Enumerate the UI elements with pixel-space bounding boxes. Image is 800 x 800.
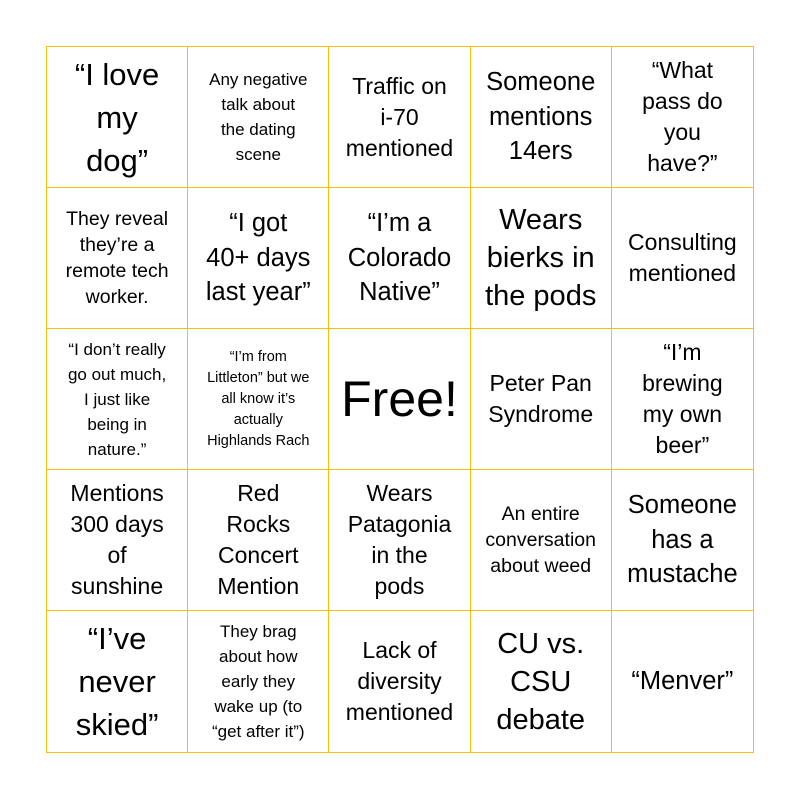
bingo-cell-r5c2[interactable]: They brag about how early they wake up (to “get after it”) <box>188 611 329 752</box>
bingo-cell-r1c2[interactable]: Any negative talk about the dating scene <box>188 47 329 188</box>
bingo-cell-r1c5[interactable]: “What pass do you have?” <box>612 47 753 188</box>
bingo-cell-r2c4[interactable]: Wears bierks in the pods <box>471 188 612 329</box>
bingo-cell-r1c3[interactable]: Traffic on i-70 mentioned <box>329 47 470 188</box>
bingo-cell-r1c1[interactable]: “I love my dog” <box>47 47 188 188</box>
bingo-cell-r4c4[interactable]: An entire conversation about weed <box>471 470 612 611</box>
bingo-board <box>46 46 754 753</box>
bingo-cell-r3c4[interactable]: Peter Pan Syndrome <box>471 329 612 470</box>
bingo-cell-r1c4[interactable]: Someone mentions 14ers <box>471 47 612 188</box>
bingo-cell-r4c5[interactable]: Someone has a mustache <box>612 470 753 611</box>
bingo-cell-r2c1[interactable]: They reveal they’re a remote tech worker. <box>47 188 188 329</box>
bingo-cell-r4c1[interactable]: Mentions 300 days of sunshine <box>47 470 188 611</box>
bingo-cell-r3c1[interactable]: “I don’t really go out much, I just like being in nature.” <box>47 329 188 470</box>
bingo-cell-r2c5[interactable]: Consulting mentioned <box>612 188 753 329</box>
bingo-cell-r3c5[interactable]: “I’m brewing my own beer” <box>612 329 753 470</box>
bingo-cell-r5c4[interactable]: CU vs. CSU debate <box>471 611 612 752</box>
bingo-cell-r3c2[interactable]: “I’m from Littleton” but we all know it’s actually Highlands Rach <box>188 329 329 470</box>
bingo-cell-r2c3[interactable]: “I’m a Colorado Native” <box>329 188 470 329</box>
bingo-cell-r2c2[interactable]: “I got 40+ days last year” <box>188 188 329 329</box>
bingo-cell-r5c5[interactable]: “Menver” <box>631 667 734 696</box>
bingo-cell-r4c2[interactable]: Red Rocks Concert Mention <box>188 470 329 611</box>
free-space-cell[interactable]: Free! <box>329 329 470 470</box>
bingo-cell-r5c3[interactable]: Lack of diversity mentioned <box>329 611 470 752</box>
bingo-cell-r4c3[interactable]: Wears Patagonia in the pods <box>329 470 470 611</box>
bingo-cell-r5c1[interactable]: “I’ve never skied” <box>47 611 188 752</box>
